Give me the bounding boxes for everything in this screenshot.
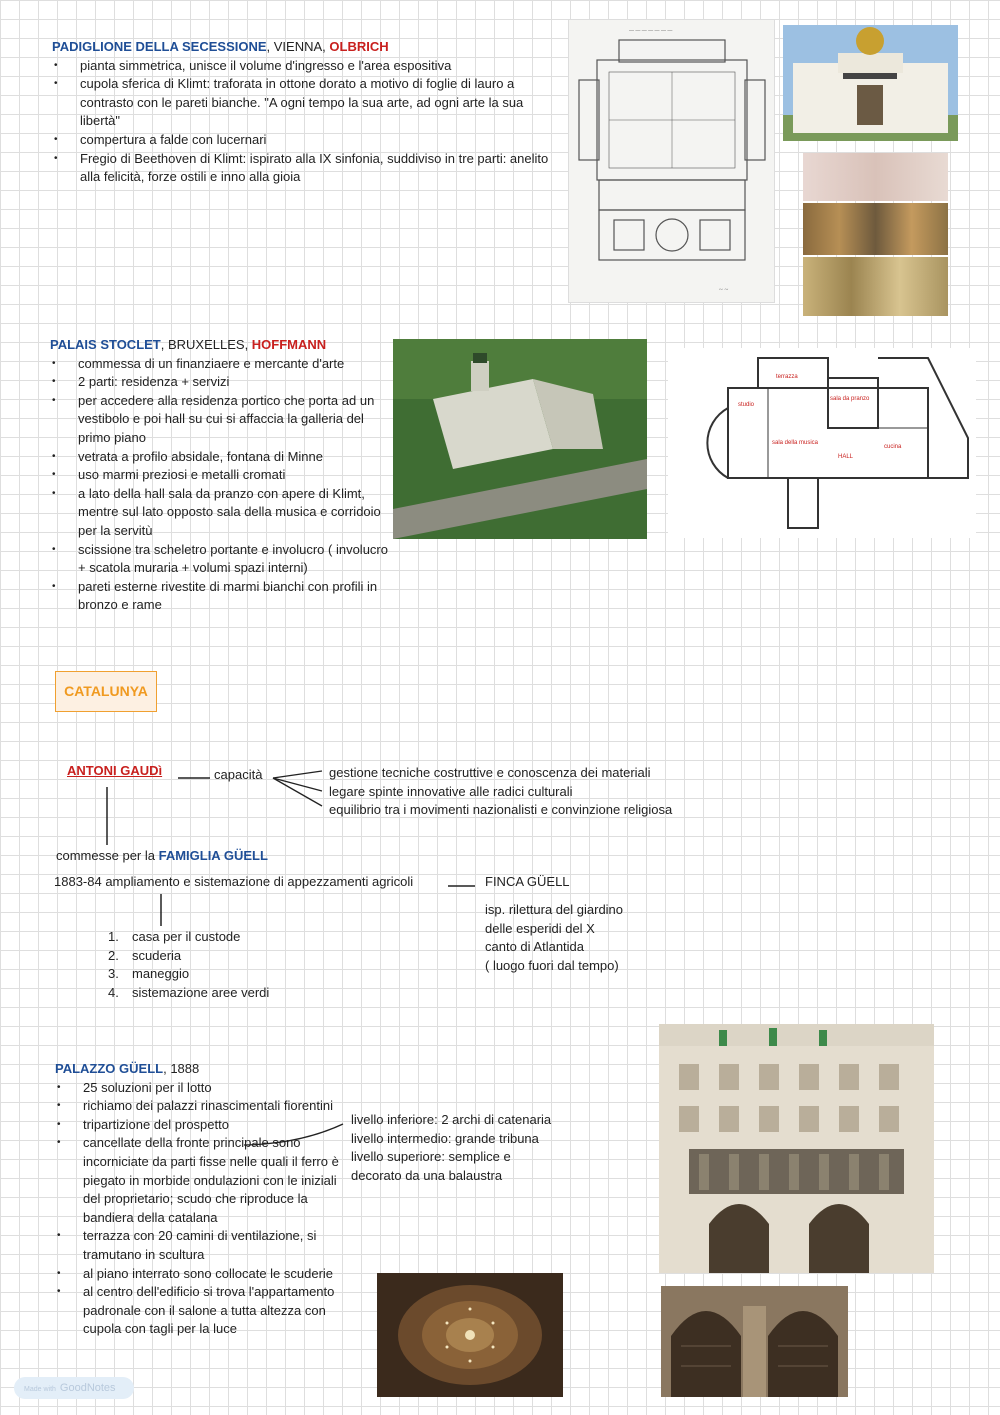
gates-photo-icon [661, 1286, 848, 1397]
note-line: delle esperidi del X [485, 920, 595, 936]
list-item: • cancellate della fronte principale sono incorniciate da parti fisse nelle quali il ferro è piegato in morbide ondulazioni con le iniziali del proprietario; scudo che riproduce la bandiera della catalana [55, 1134, 345, 1227]
plan-label: sala da pranzo [830, 396, 870, 402]
dome-photo-icon [377, 1273, 563, 1397]
list-item: • scissione tra scheletro portante e involucro ( involucro + scatola muraria + volumi spazi interni) [50, 541, 395, 578]
list-item: • 2 parti: residenza + servizi [50, 373, 395, 392]
note-line: canto di Atlantida [485, 939, 585, 955]
stoclet-city: , BRUXELLES, [160, 337, 252, 352]
made-with-badge [14, 1377, 134, 1399]
note-line: ( luogo fuori dal tempo) [485, 957, 619, 973]
list-item: • terrazza con 20 camini di ventilazione, si tramutano in scultura [55, 1227, 345, 1264]
capacita-label: capacità [214, 767, 263, 782]
secessione-city: , VIENNA, [266, 39, 330, 54]
note-line: livello superiore: semplice e [351, 1149, 511, 1165]
list-item: 2. scuderia [108, 947, 182, 963]
list-item: legare spinte innovative alle radici culturali [329, 783, 573, 799]
note-line: livello intermedio: grande tribuna [351, 1130, 539, 1146]
stoclet-author: HOFFMANN [251, 337, 327, 352]
palazzo-facade-image [659, 1024, 934, 1273]
note-line: decorato da una balaustra [351, 1167, 503, 1183]
capacita-list [329, 764, 672, 820]
famiglia-guell: FAMIGLIA GÜELL [158, 848, 268, 863]
finca-title: FINCA GÜELL [485, 874, 570, 889]
gaudi-name: ANTONI GAUDì [67, 763, 163, 778]
badge-prefix: Made with [24, 1386, 56, 1393]
list-item: • pianta simmetrica, unisce il volume d'ingresso e l'area espositiva [52, 57, 562, 76]
list-item: • per accedere alla residenza portico che porta ad un vestibolo e poi hall su cui si affaccia la galleria del primo piano [50, 392, 395, 448]
list-item: 3. maneggio [108, 966, 190, 982]
plan-label: sala della musica [772, 440, 819, 446]
palazzo-bullets [55, 1079, 345, 1339]
plan-label: cucina [884, 444, 902, 450]
svg-text:— — — — — — —: — — — — — — — [629, 28, 673, 34]
badge-name: GoodNotes [59, 1382, 116, 1394]
list-item: • al centro dell'edificio si trova l'appartamento padronale con il salone a tutta altezza con cupola con tagli per la luce [55, 1283, 345, 1339]
note-line: isp. rilettura del giardino [485, 902, 624, 917]
palazzo-year: , 1888 [163, 1061, 200, 1076]
list-item: gestione tecniche costruttive e conoscenza dei materiali [329, 765, 651, 780]
palazzo-gates-image [661, 1286, 848, 1397]
finca-desc: 1883-84 ampliamento e sistemazione di appezzamenti agricoli [54, 874, 414, 889]
plan-label: HALL [838, 454, 854, 460]
catalunya-heading: CATALUNYA [55, 671, 157, 712]
list-item: • richiamo dei palazzi rinascimentali fiorentini [55, 1097, 345, 1116]
list-item: • al piano interrato sono collocate le scuderie [55, 1265, 345, 1284]
commesse-line [56, 848, 268, 863]
list-item: 1. casa per il custode [108, 929, 241, 944]
finca-notes [485, 901, 623, 975]
palazzo-heading [55, 1060, 345, 1079]
livelli-notes [351, 1111, 551, 1185]
plan-label: studio [738, 402, 755, 408]
svg-text:~ ~: ~ ~ [719, 286, 729, 294]
list-item: • uso marmi preziosi e metalli cromati [50, 466, 395, 485]
palazzo-section [55, 1060, 345, 1339]
finca-numbered-list [108, 928, 269, 1002]
facade-photo-icon [659, 1024, 934, 1273]
secessione-author: OLBRICH [329, 39, 389, 54]
secessione-title: PADIGLIONE DELLA SECESSIONE [52, 39, 267, 54]
commesse-prefix: commesse per la [56, 848, 159, 863]
list-item: • vetrata a profilo absidale, fontana di Minne [50, 448, 395, 467]
palazzo-title: PALAZZO GÜELL [55, 1061, 164, 1076]
list-item: • 25 soluzioni per il lotto [55, 1079, 345, 1098]
note-line: livello inferiore: 2 archi di catenaria [351, 1112, 552, 1127]
palazzo-dome-image [377, 1273, 563, 1397]
list-item: 4. sistemazione aree verdi [108, 984, 270, 1000]
stoclet-title: PALAIS STOCLET [50, 337, 161, 352]
list-item: • tripartizione del prospetto [55, 1116, 345, 1135]
list-item: equilibrio tra i movimenti nazionalisti e convinzione religiosa [329, 802, 673, 818]
list-item: • Fregio di Beethoven di Klimt: ispirato alla IX sinfonia, suddiviso in tre parti: anelito alla felicità, forze ostili e inno alla gioia [52, 150, 562, 187]
list-item: • pareti esterne rivestite di marmi bianchi con profili in bronzo e rame [50, 578, 395, 615]
list-item: • compertura a falde con lucernari [52, 131, 562, 150]
list-item: • commessa di un finanziaere e mercante d'arte [50, 355, 395, 374]
list-item: • cupola sferica di Klimt: traforata in ottone dorato a motivo di foglie di lauro a contrasto con le pareti bianche. "A ogni tempo la sua arte, ad ogni arte la sua libertà" [52, 75, 562, 131]
plan-label: terrazza [776, 374, 798, 380]
list-item: • a lato della hall sala da pranzo con apere di Klimt, mentre sul lato opposto sala della musica e corridoio per la servitù [50, 485, 395, 541]
